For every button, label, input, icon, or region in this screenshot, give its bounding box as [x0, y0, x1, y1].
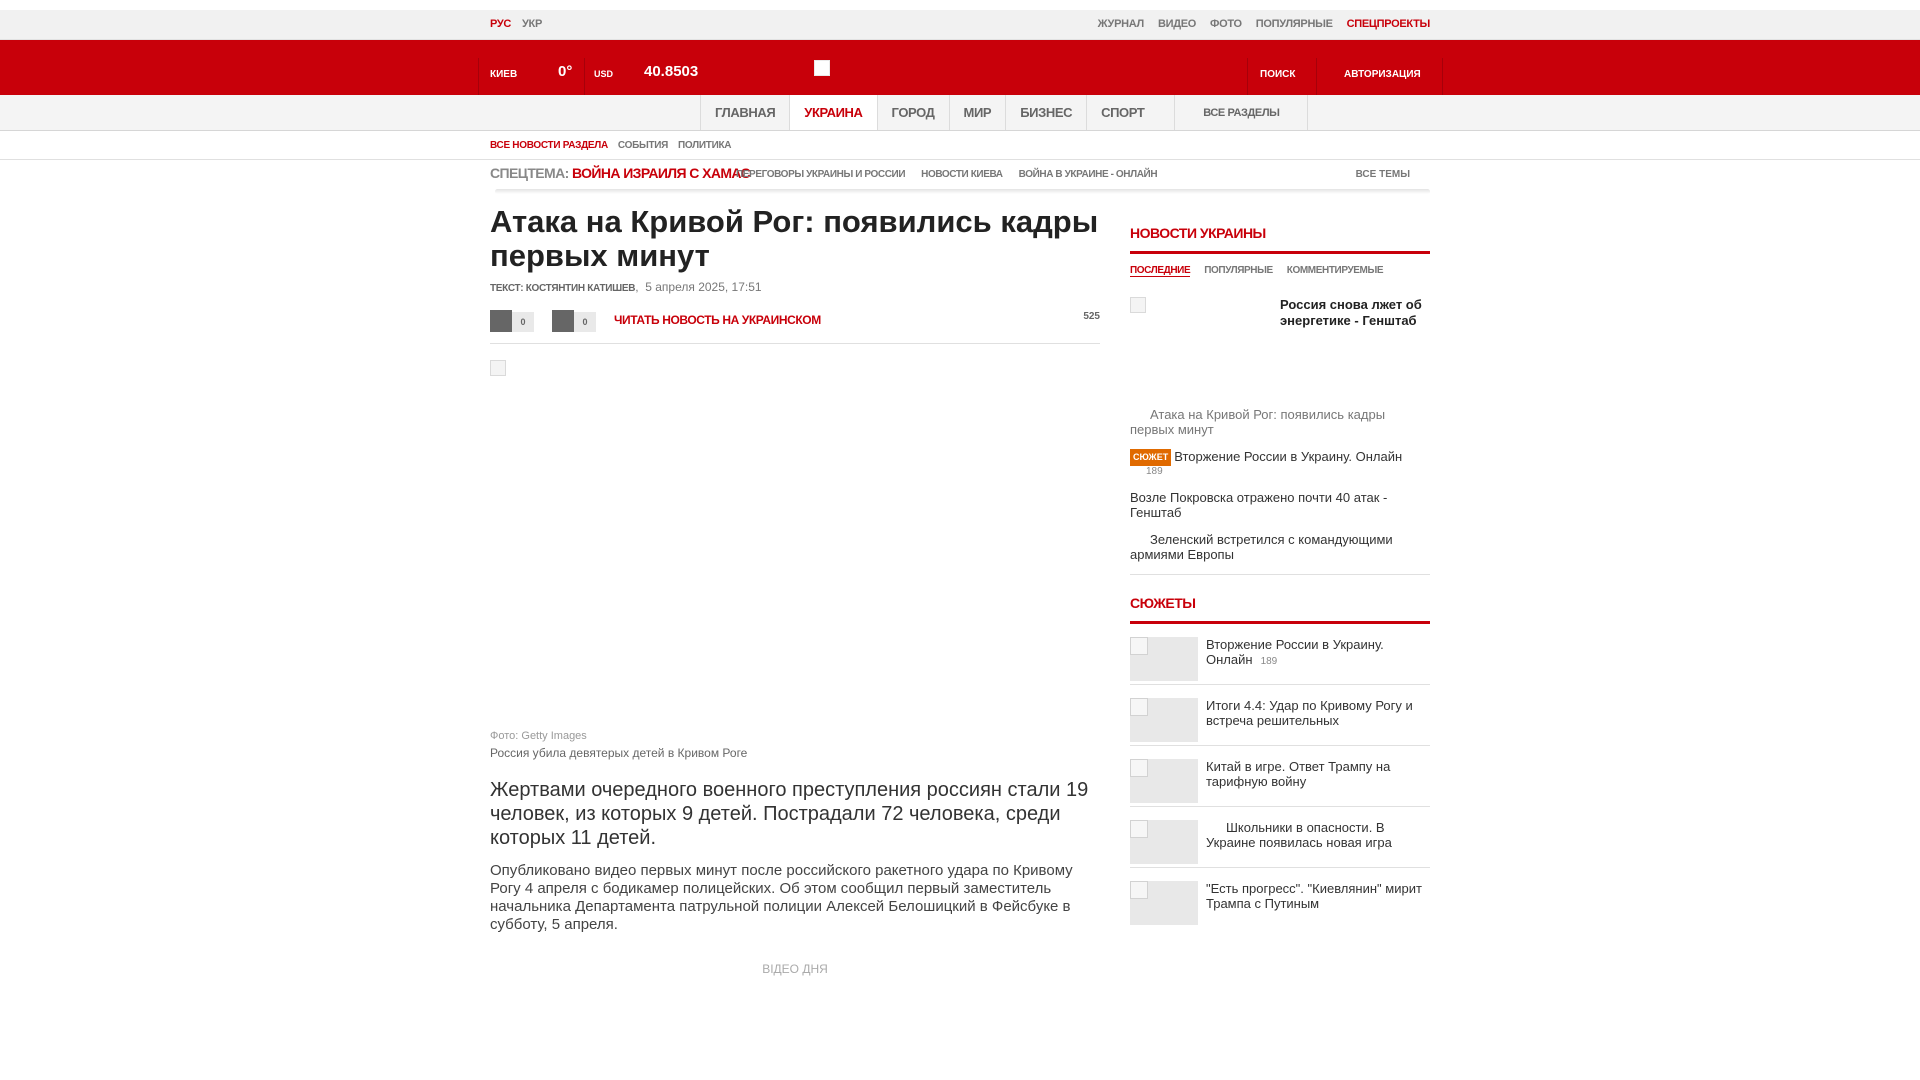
story-title-text[interactable]: Школьники в опасности. В Украине появилась новая игра: [1206, 820, 1392, 850]
top-link-specprojects[interactable]: СПЕЦПРОЕКТЫ: [1346, 18, 1430, 30]
news-item-count: 189: [1146, 466, 1163, 477]
share-twitter[interactable]: [552, 310, 596, 332]
meta-comma: ,: [635, 280, 646, 294]
spec-theme-main-link[interactable]: ВОЙНА ИЗРАИЛЯ С ХАМАС: [571, 165, 751, 181]
broken-image-icon: [490, 360, 506, 376]
sidebar-news-heading[interactable]: НОВОСТИ УКРАИНЫ: [1130, 225, 1430, 254]
top-link-photo[interactable]: ФОТО: [1210, 18, 1242, 30]
main-nav: [0, 95, 1920, 131]
nav-all-sections[interactable]: ВСЕ РАЗДЕЛЫ: [1174, 95, 1308, 130]
story-item[interactable]: [1130, 746, 1430, 807]
twitter-icon[interactable]: [552, 310, 574, 332]
subnav-events[interactable]: СОБЫТИЯ: [617, 140, 669, 151]
story-item[interactable]: [1130, 685, 1430, 746]
nav-tab-main[interactable]: ГЛАВНАЯ: [700, 95, 789, 130]
view-count: 525: [1083, 311, 1100, 322]
theme-link-kyiv-news[interactable]: НОВОСТИ КИЕВА: [921, 169, 1003, 180]
news-item[interactable]: [1130, 449, 1430, 478]
share-count: 0: [512, 312, 534, 332]
subnav-politics[interactable]: ПОЛИТИКА: [678, 140, 732, 151]
share-count: 0: [574, 312, 596, 332]
header-separator: [1316, 58, 1317, 95]
currency-rate: 40.8503: [644, 63, 699, 80]
top-link-journal[interactable]: ЖУРНАЛ: [1097, 18, 1144, 30]
temperature-value: 0°: [558, 63, 573, 80]
story-thumbnail[interactable]: [1130, 759, 1198, 803]
sub-nav: [0, 131, 1920, 160]
subnav-all-news[interactable]: ВСЕ НОВОСТИ РАЗДЕЛА: [490, 140, 608, 151]
news-item-title[interactable]: Вторжение России в Украину. Онлайн: [1174, 449, 1403, 464]
city-label[interactable]: КИЕВ: [490, 69, 518, 80]
auth-link[interactable]: АВТОРИЗАЦИЯ: [1344, 69, 1421, 80]
sidebar-stories-heading[interactable]: СЮЖЕТЫ: [1130, 595, 1430, 624]
lang-ru-link[interactable]: РУС: [490, 18, 512, 30]
nav-tab-city[interactable]: ГОРОД: [877, 95, 949, 130]
nav-tab-business[interactable]: БИЗНЕС: [1005, 95, 1086, 130]
top-link-video[interactable]: ВИДЕО: [1157, 18, 1197, 30]
currency-label: USD: [594, 69, 614, 79]
story-item[interactable]: [1130, 868, 1430, 929]
story-item[interactable]: [1130, 807, 1430, 868]
top-news-title[interactable]: Россия снова лжет об энергетике - Генштаб: [1280, 297, 1422, 328]
photo-credit: Фото: Getty Images: [490, 730, 587, 742]
story-title[interactable]: Китай в игре. Ответ Трампу на тарифную войну: [1206, 759, 1391, 789]
site-logo[interactable]: [814, 60, 830, 76]
news-item[interactable]: [1130, 490, 1430, 520]
article-meta: [490, 280, 1100, 294]
story-thumbnail[interactable]: [1130, 820, 1198, 864]
story-badge: СЮЖЕТ: [1130, 449, 1171, 466]
story-thumbnail[interactable]: [1130, 637, 1198, 681]
article: [490, 205, 1100, 976]
story-title[interactable]: [1206, 820, 1430, 850]
story-title[interactable]: [1206, 637, 1430, 669]
photo-caption: Россия убила девятерых детей в Кривом Роге: [490, 746, 748, 760]
search-link[interactable]: ПОИСК: [1260, 69, 1296, 80]
header-separator: [1247, 58, 1248, 95]
spec-theme-row: [490, 160, 1430, 194]
article-date: 5 апреля 2025, 17:51: [645, 280, 762, 294]
article-author[interactable]: ТЕКСТ: КОСТЯНТИН КАТИШЕВ: [490, 283, 636, 294]
read-in-ukrainian-link[interactable]: ЧИТАТЬ НОВОСТЬ НА УКРАИНСКОМ: [614, 313, 821, 327]
sidebar-tab-commented[interactable]: КОММЕНТИРУЕМЫЕ: [1286, 265, 1384, 276]
sidebar: [1130, 205, 1430, 929]
news-item-title[interactable]: Возле Покровска отражено почти 40 атак - Генштаб: [1130, 490, 1388, 520]
header-bar: [0, 40, 1920, 95]
article-body: Опубликовано видео первых минут после российского ракетного удара по Кривому Рогу 4 апреля с бодикамер полицейских. Об этом сообщил первый заместитель начальника Департамента патрульной полиции Алексей Белошицкий в Фейсбуке в субботу, 5 апреля.: [490, 862, 1073, 933]
story-item[interactable]: [1130, 624, 1430, 685]
sidebar-tab-popular[interactable]: ПОПУЛЯРНЫЕ: [1204, 265, 1273, 276]
sidebar-tab-latest[interactable]: ПОСЛЕДНИЕ: [1130, 265, 1191, 276]
story-thumbnail[interactable]: [1130, 698, 1198, 742]
spec-row-shadow: [495, 189, 1430, 194]
lang-ua-link[interactable]: УКР: [522, 18, 542, 30]
theme-link-negotiations[interactable]: ПЕРЕГОВОРЫ УКРАИНЫ И РОССИИ: [736, 169, 906, 180]
spec-theme-label: СПЕЦТЕМА:: [490, 165, 569, 181]
facebook-icon[interactable]: [490, 310, 512, 332]
all-themes-link[interactable]: ВСЕ ТЕМЫ: [1355, 169, 1410, 180]
story-thumbnail[interactable]: [1130, 881, 1198, 925]
nav-tab-sport[interactable]: СПОРТ: [1086, 95, 1158, 130]
news-item[interactable]: [1130, 532, 1430, 562]
nav-tabs: [700, 95, 1308, 130]
article-tools: [490, 294, 1100, 344]
sidebar-divider: [1130, 574, 1430, 575]
story-count: 189: [1260, 656, 1278, 667]
sidebar-tabs: [1130, 265, 1430, 277]
article-photo: [490, 360, 1100, 730]
top-news-item[interactable]: [1130, 297, 1430, 407]
video-of-day-label: ВІДЕО ДНЯ: [762, 962, 828, 976]
share-facebook[interactable]: [490, 310, 534, 332]
header-separator: [478, 58, 479, 95]
top-strip: [0, 10, 1920, 40]
news-item-title[interactable]: Зеленский встретился с командующими армиями Европы: [1130, 532, 1393, 562]
news-item[interactable]: [1130, 407, 1430, 437]
nav-tab-ukraine[interactable]: УКРАИНА: [789, 95, 876, 130]
news-item-title[interactable]: Атака на Кривой Рог: появились кадры первых минут: [1130, 407, 1386, 437]
top-links: [1098, 18, 1430, 30]
story-title[interactable]: Итоги 4.4: Удар по Кривому Рогу и встреча решительных: [1206, 698, 1413, 728]
spec-theme: [490, 165, 750, 181]
stories-list: [1130, 624, 1430, 929]
header-separator: [584, 58, 585, 95]
article-lead: Жертвами очередного военного преступления россиян стали 19 человек, из которых 9 детей. Пострадали 72 человека, среди которых 11 детей.: [490, 779, 1089, 849]
story-title-text[interactable]: Вторжение России в Украину. Онлайн: [1206, 637, 1384, 667]
header-separator: [1442, 58, 1443, 95]
theme-link-war-online[interactable]: ВОЙНА В УКРАИНЕ - ОНЛАЙН: [1018, 169, 1158, 180]
broken-image-icon: [1130, 297, 1146, 313]
story-title[interactable]: "Есть прогресс". "Киевлянин" мирит Трампа с Путиным: [1206, 881, 1422, 911]
article-title: Атака на Кривой Рог: появились кадры первых минут: [490, 204, 1099, 273]
top-link-popular[interactable]: ПОПУЛЯРНЫЕ: [1255, 18, 1333, 30]
nav-tab-world[interactable]: МИР: [949, 95, 1006, 130]
